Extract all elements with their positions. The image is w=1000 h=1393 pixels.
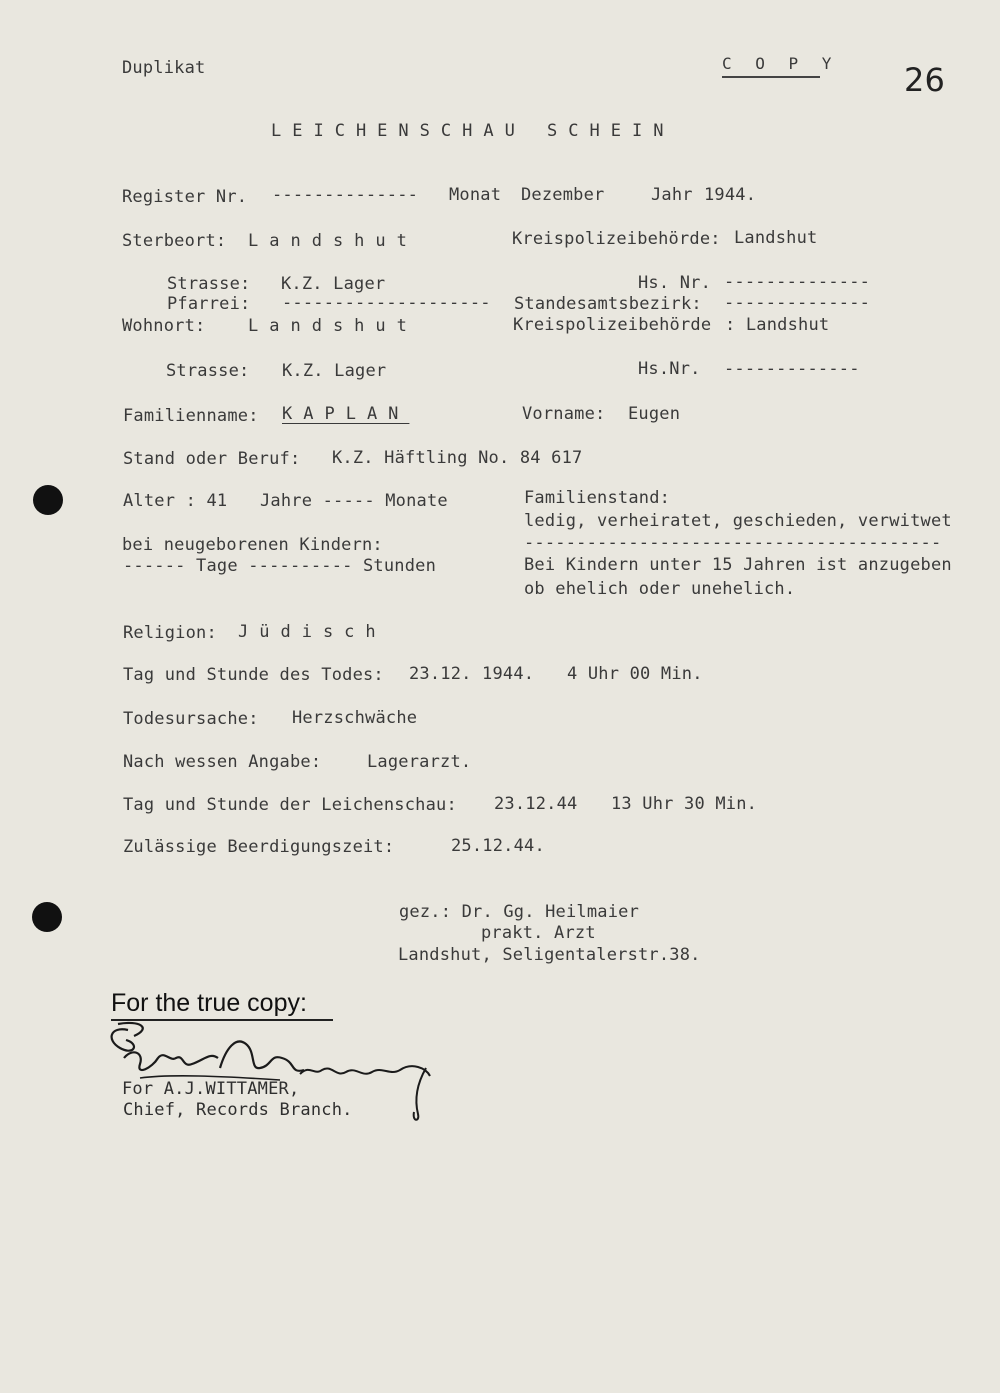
standesamt-label: Standesamtsbezirk:	[514, 294, 702, 314]
register-value: --------------	[272, 185, 419, 205]
true-copy-heading: For the true copy:	[111, 989, 307, 1017]
tage-stunden: ------ Tage ---------- Stunden	[123, 556, 437, 576]
wohnort-hsnr-label: Hs.Nr.	[638, 359, 701, 379]
familienname-label: Familienname:	[123, 406, 259, 426]
leichenschau-label: Tag und Stunde der Leichenschau:	[123, 795, 457, 815]
wohnort-kreis-label: Kreispolizeibehörde	[513, 315, 712, 335]
stand-value: K.Z. Häftling No. 84 617	[332, 448, 583, 468]
sterbeort-value: Landshut	[248, 231, 418, 251]
sterbeort-hsnr-value: --------------	[724, 272, 871, 292]
jahr-value: 1944.	[704, 185, 757, 205]
leichenschau-date: 23.12.44	[494, 794, 578, 814]
familienname-value: KAPLAN	[282, 404, 410, 424]
sterbeort-kreis-label: Kreispolizeibehörde:	[512, 229, 721, 249]
punch-hole-top	[33, 485, 63, 515]
kinder-note-line1: Bei Kindern unter 15 Jahren ist anzugeben	[524, 555, 952, 575]
vorname-value: Eugen	[628, 404, 681, 424]
monat-value: Dezember	[521, 185, 605, 205]
religion-label: Religion:	[123, 623, 217, 643]
alter-label: Alter : 41	[123, 491, 228, 511]
wohnort-hsnr-value: -------------	[724, 359, 860, 379]
jahre-monate: Jahre ----- Monate	[260, 491, 448, 511]
kinder-note-line2: ob ehelich oder unehelich.	[524, 579, 796, 599]
religion-value: Jüdisch	[238, 622, 387, 642]
sterbeort-kreis-value: Landshut	[734, 228, 818, 248]
monat-label: Monat	[449, 185, 502, 205]
tod-date: 23.12. 1944.	[409, 664, 535, 684]
familienstand-options: ledig, verheiratet, geschieden, verwitwet	[524, 511, 952, 531]
wohnort-value: Landshut	[248, 316, 418, 336]
standesamt-value: --------------	[724, 293, 871, 313]
wohnort-strasse-label: Strasse:	[166, 361, 250, 381]
document-title: LEICHENSCHAU SCHEIN	[271, 121, 675, 141]
pfarrei-value: --------------------	[282, 293, 491, 313]
certification-for-line: For A.J.WITTAMER,	[122, 1079, 300, 1099]
page-number: 26	[904, 61, 946, 99]
sterbeort-strasse-label: Strasse:	[167, 274, 251, 294]
signature-line-address: Landshut, Seligentalerstr.38.	[398, 945, 701, 965]
familienstand-rule: ----------------------------------------	[524, 533, 942, 553]
wohnort-kreis-value: : Landshut	[725, 315, 830, 335]
jahr-label: Jahr	[651, 185, 693, 205]
todesursache-value: Herzschwäche	[292, 708, 418, 728]
leichenschau-time: 13 Uhr 30 Min.	[611, 794, 758, 814]
vorname-label: Vorname:	[522, 404, 606, 424]
neugeboren-label: bei neugeborenen Kindern:	[122, 535, 383, 555]
register-label: Register Nr.	[122, 187, 248, 207]
sterbeort-hsnr-label: Hs. Nr.	[638, 273, 712, 293]
signature-line-title: prakt. Arzt	[481, 923, 596, 943]
familienstand-label: Familienstand:	[524, 488, 671, 508]
todesursache-label: Todesursache:	[123, 709, 259, 729]
beerdigung-value: 25.12.44.	[451, 836, 545, 856]
tod-label: Tag und Stunde des Todes:	[123, 665, 384, 685]
beerdigung-label: Zulässige Beerdigungszeit:	[123, 837, 395, 857]
stand-label: Stand oder Beruf:	[123, 449, 301, 469]
punch-hole-bottom	[32, 902, 62, 932]
copy-stamp: C O P Y	[722, 54, 839, 73]
pfarrei-label: Pfarrei:	[167, 294, 251, 314]
angabe-value: Lagerarzt.	[367, 752, 472, 772]
copy-stamp-underline	[722, 76, 820, 78]
wohnort-strasse-value: K.Z. Lager	[282, 361, 387, 381]
angabe-label: Nach wessen Angabe:	[123, 752, 322, 772]
wohnort-label: Wohnort:	[122, 316, 206, 336]
certification-title-line: Chief, Records Branch.	[123, 1100, 353, 1120]
sterbeort-label: Sterbeort:	[122, 231, 227, 251]
duplikat-label: Duplikat	[122, 58, 206, 78]
signature-line-name: gez.: Dr. Gg. Heilmaier	[399, 902, 640, 922]
sterbeort-strasse-value: K.Z. Lager	[281, 274, 386, 294]
tod-time: 4 Uhr 00 Min.	[567, 664, 703, 684]
